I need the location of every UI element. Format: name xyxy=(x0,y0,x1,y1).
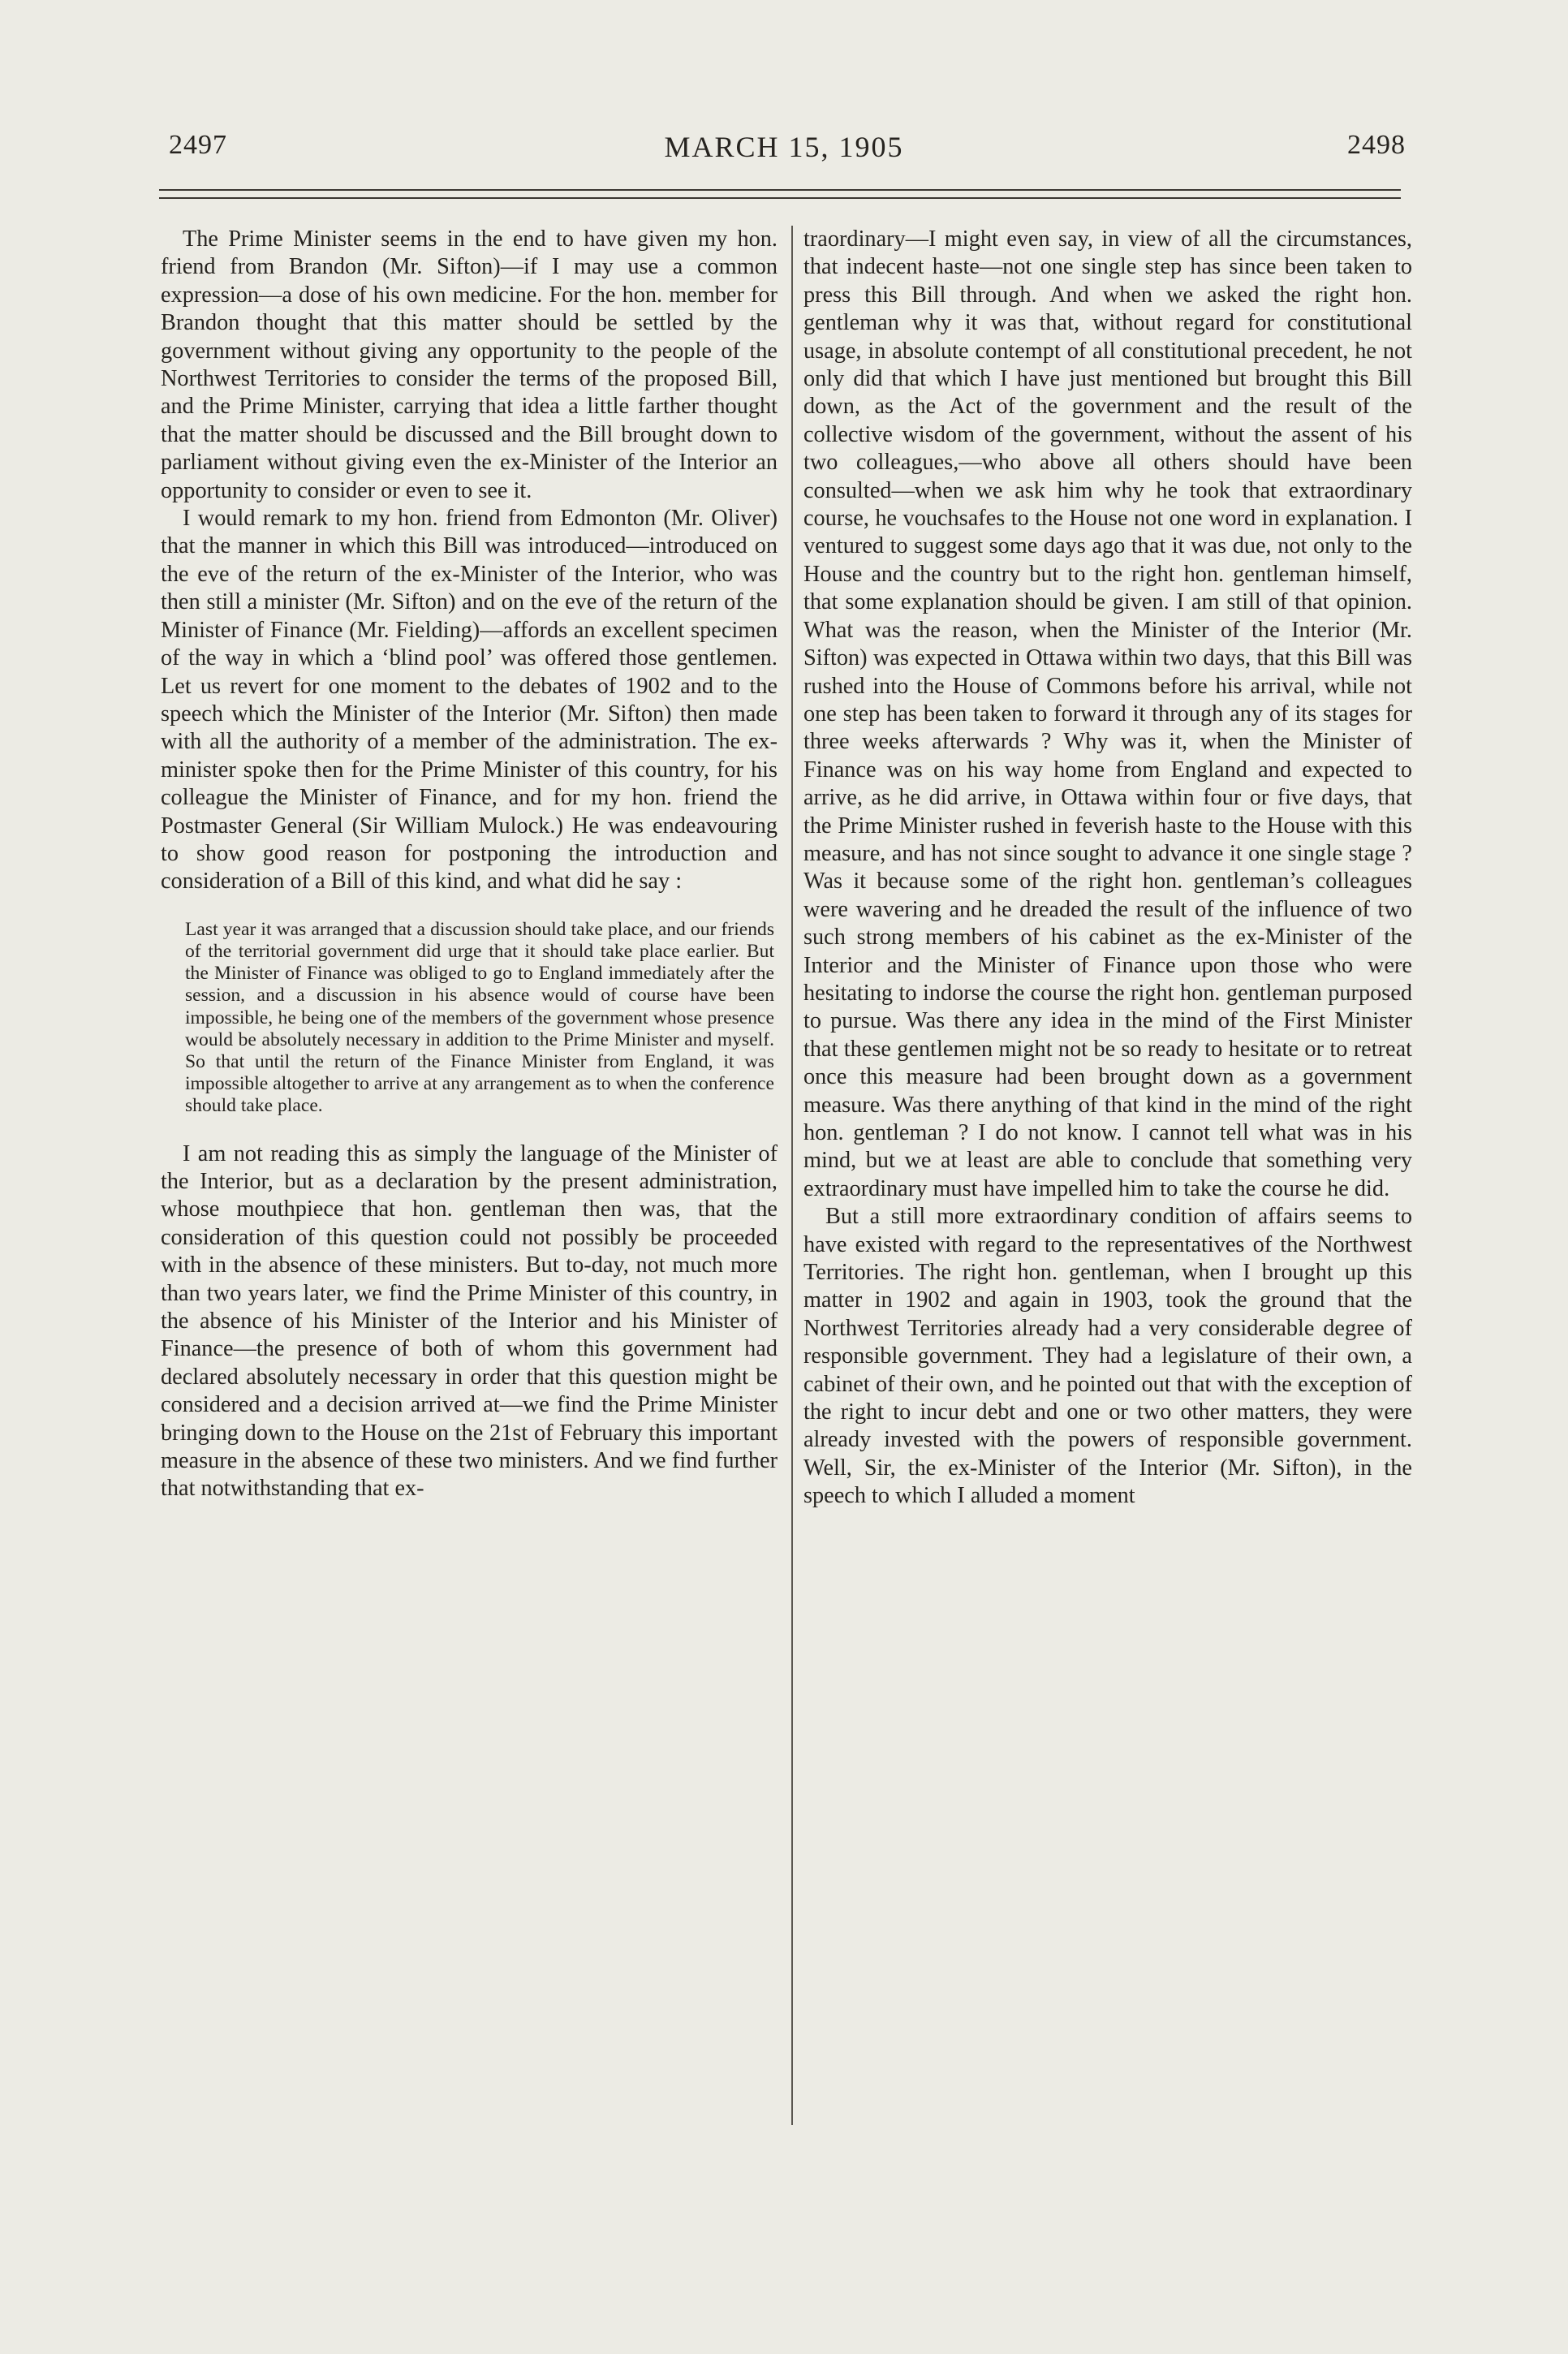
left-column xyxy=(161,226,778,2174)
right-page-number: 2498 xyxy=(1347,130,1406,160)
quoted-passage: Last year it was arranged that a discussion should take place, and our friends of the territorial government did urge that it should take place earlier. But the Minister of Finance was obliged to go to England immediately after the session, and a discussion in his absence would of course have been impossible, he being one of the members of the government whose presence would be absolutely necessary in addition to the Prime Minister and myself. So that until the return of the Finance Minister from England, it was impossible altogether to arrive at any arrangement as to when the conference should take place. xyxy=(185,918,774,1117)
column-divider xyxy=(791,226,793,2125)
left-paragraph-3: I am not reading this as simply the language of the Minister of the Interior, but as a declaration by the present administration, whose mouthpiece that hon. gentleman then was, that the consideration of this question could not possibly be proceeded with in the absence of these ministers. But to-day, not much more than two years later, we find the Prime Minister of this country, in the absence of his Minister of the Interior and his Minister of Finance—the presence of both of whom this government had declared absolutely necessary in order that this question might be considered and a decision arrived at—we find the Prime Minister bringing down to the House on the 21st of February this important measure in the absence of these two ministers. And we find further that notwithstanding that ex- xyxy=(161,1140,778,1502)
left-paragraph-2: I would remark to my hon. friend from Edmonton (Mr. Oliver) that the manner in which this Bill was introduced—introduced on the eve of the return of the ex-Minister of the Interior, who was then still a minister (Mr. Sifton) and on the eve of the return of the Minister of Finance (Mr. Fielding)—affords an excellent specimen of the way in which a ‘blind pool’ was offered those gentlemen. Let us revert for one moment to the debates of 1902 and to the speech which the Minister of the Interior (Mr. Sifton) then made with all the authority of a member of the administration. The ex-minister spoke then for the Prime Minister of this country, for his colleague the Minister of Finance, and for my hon. friend the Postmaster General (Sir William Mulock.) He was endeavouring to show good reason for postponing the introduction and consideration of a Bill of this kind, and what did he say : xyxy=(161,506,778,895)
right-column xyxy=(803,226,1412,2174)
header-rule-top xyxy=(159,189,1401,191)
left-paragraph-1: The Prime Minister seems in the end to have given my hon. friend from Brandon (Mr. Sifton)—if I may use a common expression—a dose of his own medicine. For the hon. member for Brandon thought that this matter should be settled by the government without giving any opportunity to the people of the Northwest Territories to consider the terms of the proposed Bill, and the Prime Minister, carrying that idea a little farther thought that the matter should be discussed and the Bill brought down to parliament without giving even the ex-Minister of the Interior an opportunity to consider or even to see it. xyxy=(161,226,778,503)
page-date: MARCH 15, 1905 xyxy=(664,131,904,163)
left-page-number: 2497 xyxy=(169,130,227,160)
right-paragraph-2: But a still more extraordinary condition of affairs seems to have existed with regard to the representatives of the Northwest Territories. The right hon. gentleman, when I brought up this matter in 1902 and again in 1903, took the ground that the Northwest Territories already had a very considerable degree of responsible government. They had a legislature of their own, a cabinet of their own, and he pointed out that with the exception of the right to incur debt and one or two other matters, they were already invested with the powers of responsible government. Well, Sir, the ex-Minister of the Interior (Mr. Sifton), in the speech to which I alluded a moment xyxy=(803,1204,1412,1509)
right-paragraph-1: traordinary—I might even say, in view of all the circumstances, that indecent haste—not one single step has since been taken to press this Bill through. And when we asked the right hon. gentleman why it was that, without regard for constitutional usage, in absolute contempt of all constitutional precedent, he not only did that which I have just mentioned but brought this Bill down, as the Act of the government and the result of the collective wisdom of the government, without the assent of his two colleagues,—who above all others should have been consulted—when we ask him why he took that extraordinary course, he vouchsafes to the House not one word in explanation. I ventured to suggest some days ago that it was due, not only to the House and the country but to the right hon. gentleman himself, that some explanation should be given. I am still of that opinion. What was the reason, when the Minister of the Interior (Mr. Sifton) was expected in Ottawa within two days, that this Bill was rushed into the House of Commons before his arrival, while not one step has been taken to forward it through any of its stages for three weeks afterwards ? Why was it, when the Minister of Finance was on his way home from England and expected to arrive, as he did arrive, in Ottawa within four or five days, that the Prime Minister rushed in feverish haste to the House with this measure, and has not since sought to advance it one single stage ? Was it because some of the right hon. gentleman’s colleagues were wavering and he dreaded the result of the influence of two such strong members of his cabinet as the ex-Minister of the Interior and the Minister of Finance upon those who were hesitating to indorse the course the right hon. gentleman purposed to pursue. Was there any idea in the mind of the First Minister that these gentlemen might not be so ready to hesitate or to retreat once this measure had been brought down as a government measure. Was there anything of that kind in the mind of the right hon. gentleman ? I do not know. I cannot tell what was in his mind, but we at least are able to conclude that something very extraordinary must have impelled him to take the course he did. xyxy=(803,226,1412,1201)
page-header xyxy=(0,130,1568,179)
header-rule-bottom xyxy=(159,197,1401,199)
